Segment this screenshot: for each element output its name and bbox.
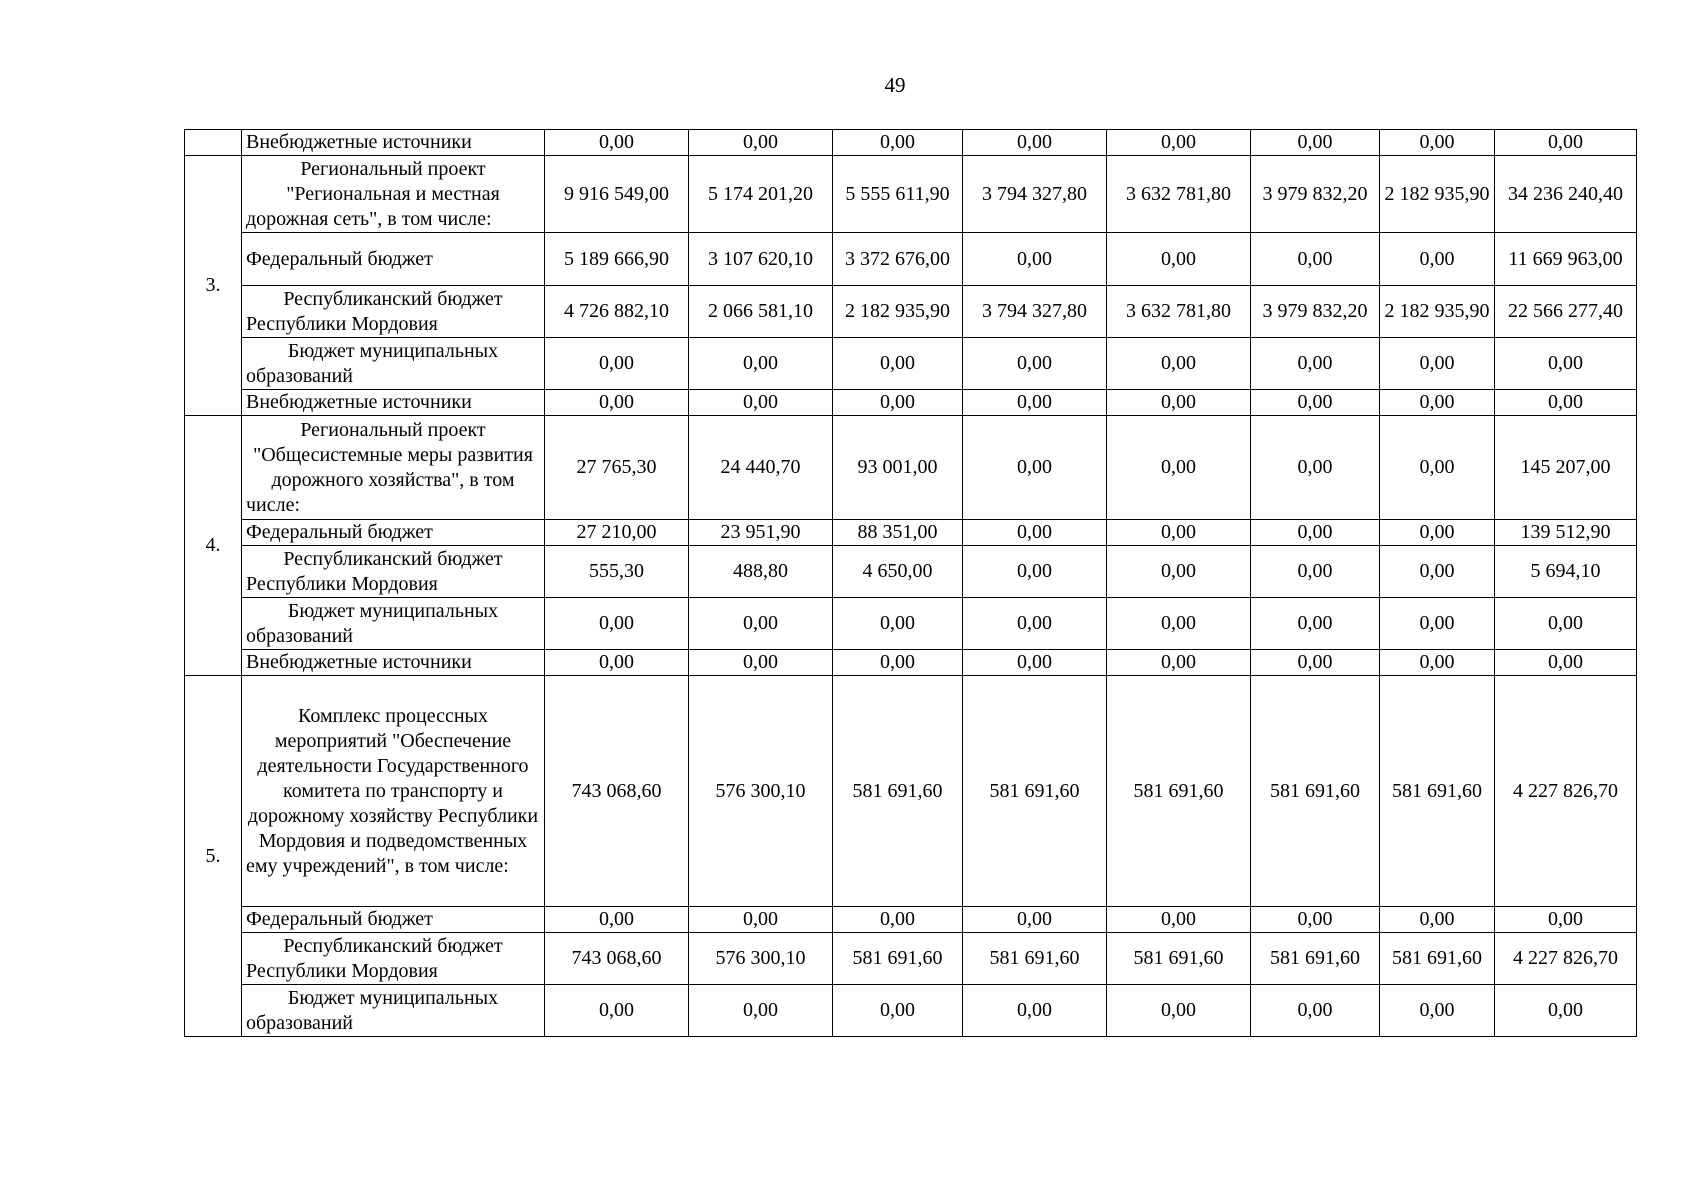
value-cell: 743 068,60: [545, 676, 689, 907]
table-row: [185, 286, 1637, 338]
value-cell: 0,00: [545, 907, 689, 933]
value-cell: 0,00: [689, 985, 833, 1037]
value-cell: 11 669 963,00: [1495, 233, 1637, 286]
value-cell: 0,00: [963, 416, 1107, 520]
value-cell: 0,00: [545, 338, 689, 390]
row-name-cell: Комплекс процессных мероприятий "Обеспечение деятельности Государственного комитета по транспорту и дорожному хозяйству Республики Мордовия и подведомственных ему учреждений", в том числе:: [242, 676, 545, 907]
value-cell: 0,00: [689, 338, 833, 390]
table-row: [185, 130, 1637, 156]
table-row: [185, 907, 1637, 933]
value-cell: 0,00: [1251, 130, 1380, 156]
table-row: [185, 650, 1637, 676]
row-number-cell: 4.: [185, 416, 242, 676]
value-cell: 0,00: [963, 520, 1107, 546]
value-cell: 4 227 826,70: [1495, 676, 1637, 907]
value-cell: 0,00: [833, 985, 963, 1037]
value-cell: 27 765,30: [545, 416, 689, 520]
value-cell: 0,00: [1107, 650, 1251, 676]
value-cell: 0,00: [963, 338, 1107, 390]
value-cell: 3 979 832,20: [1251, 156, 1380, 233]
value-cell: 0,00: [1380, 985, 1495, 1037]
value-cell: 0,00: [1251, 598, 1380, 650]
row-name-cell: Бюджет муниципальных образований: [242, 338, 545, 390]
value-cell: 0,00: [1107, 985, 1251, 1037]
value-cell: 5 174 201,20: [689, 156, 833, 233]
value-cell: 0,00: [1107, 416, 1251, 520]
value-cell: 34 236 240,40: [1495, 156, 1637, 233]
row-name-cell: Внебюджетные источники: [242, 390, 545, 416]
budget-table: [184, 129, 1637, 1037]
value-cell: 581 691,60: [1107, 933, 1251, 985]
value-cell: 0,00: [1251, 233, 1380, 286]
value-cell: 0,00: [963, 546, 1107, 598]
value-cell: 0,00: [1251, 338, 1380, 390]
table-row: [185, 338, 1637, 390]
value-cell: 581 691,60: [1251, 676, 1380, 907]
value-cell: 581 691,60: [1107, 676, 1251, 907]
value-cell: 0,00: [1495, 598, 1637, 650]
value-cell: 0,00: [833, 907, 963, 933]
value-cell: 93 001,00: [833, 416, 963, 520]
value-cell: 27 210,00: [545, 520, 689, 546]
table-row: [185, 156, 1637, 233]
value-cell: 3 632 781,80: [1107, 156, 1251, 233]
row-name-cell: Внебюджетные источники: [242, 650, 545, 676]
value-cell: 88 351,00: [833, 520, 963, 546]
value-cell: 555,30: [545, 546, 689, 598]
value-cell: 5 555 611,90: [833, 156, 963, 233]
value-cell: 743 068,60: [545, 933, 689, 985]
row-name-cell: Региональный проект "Региональная и местная дорожная сеть", в том числе:: [242, 156, 545, 233]
value-cell: 581 691,60: [1380, 933, 1495, 985]
value-cell: 0,00: [1251, 650, 1380, 676]
value-cell: 581 691,60: [833, 933, 963, 985]
value-cell: 139 512,90: [1495, 520, 1637, 546]
value-cell: 3 372 676,00: [833, 233, 963, 286]
value-cell: 0,00: [545, 650, 689, 676]
value-cell: 0,00: [545, 130, 689, 156]
value-cell: 2 182 935,90: [1380, 286, 1495, 338]
value-cell: 576 300,10: [689, 933, 833, 985]
value-cell: 0,00: [1107, 233, 1251, 286]
row-name-cell: Федеральный бюджет: [242, 520, 545, 546]
value-cell: 0,00: [689, 907, 833, 933]
value-cell: 3 794 327,80: [963, 156, 1107, 233]
value-cell: 581 691,60: [963, 676, 1107, 907]
row-name-cell: Бюджет муниципальных образований: [242, 985, 545, 1037]
value-cell: 5 694,10: [1495, 546, 1637, 598]
table-body: [185, 130, 1637, 1037]
value-cell: 145 207,00: [1495, 416, 1637, 520]
value-cell: 24 440,70: [689, 416, 833, 520]
row-name-cell: Федеральный бюджет: [242, 907, 545, 933]
value-cell: 0,00: [1495, 985, 1637, 1037]
table-row: [185, 520, 1637, 546]
value-cell: 9 916 549,00: [545, 156, 689, 233]
value-cell: 3 979 832,20: [1251, 286, 1380, 338]
value-cell: 0,00: [963, 233, 1107, 286]
value-cell: 0,00: [833, 130, 963, 156]
value-cell: 488,80: [689, 546, 833, 598]
value-cell: 0,00: [1380, 338, 1495, 390]
table-row: [185, 598, 1637, 650]
value-cell: 0,00: [1380, 390, 1495, 416]
value-cell: 0,00: [1107, 520, 1251, 546]
value-cell: 0,00: [1107, 546, 1251, 598]
value-cell: 0,00: [1495, 338, 1637, 390]
value-cell: 0,00: [1380, 546, 1495, 598]
value-cell: 0,00: [1380, 650, 1495, 676]
value-cell: 0,00: [545, 390, 689, 416]
row-number-cell: [185, 130, 242, 156]
value-cell: 0,00: [1380, 233, 1495, 286]
value-cell: 0,00: [1251, 907, 1380, 933]
value-cell: 0,00: [689, 390, 833, 416]
row-number-cell: 5.: [185, 676, 242, 1037]
value-cell: 581 691,60: [963, 933, 1107, 985]
value-cell: 0,00: [1251, 520, 1380, 546]
row-name-cell: Республиканский бюджет Республики Мордовия: [242, 546, 545, 598]
row-name-cell: Республиканский бюджет Республики Мордовия: [242, 933, 545, 985]
value-cell: 0,00: [1251, 390, 1380, 416]
value-cell: 0,00: [689, 650, 833, 676]
value-cell: 0,00: [545, 985, 689, 1037]
value-cell: 3 107 620,10: [689, 233, 833, 286]
value-cell: 4 650,00: [833, 546, 963, 598]
value-cell: 3 794 327,80: [963, 286, 1107, 338]
value-cell: 23 951,90: [689, 520, 833, 546]
value-cell: 0,00: [963, 650, 1107, 676]
value-cell: 4 227 826,70: [1495, 933, 1637, 985]
value-cell: 22 566 277,40: [1495, 286, 1637, 338]
value-cell: 0,00: [1495, 390, 1637, 416]
table-row: [185, 933, 1637, 985]
value-cell: 3 632 781,80: [1107, 286, 1251, 338]
value-cell: 0,00: [1107, 598, 1251, 650]
table-row: [185, 233, 1637, 286]
value-cell: 0,00: [1380, 416, 1495, 520]
value-cell: 2 066 581,10: [689, 286, 833, 338]
value-cell: 0,00: [833, 598, 963, 650]
value-cell: 0,00: [1495, 907, 1637, 933]
value-cell: 0,00: [1380, 907, 1495, 933]
value-cell: 0,00: [833, 650, 963, 676]
value-cell: 0,00: [1107, 130, 1251, 156]
value-cell: 4 726 882,10: [545, 286, 689, 338]
value-cell: 0,00: [1380, 130, 1495, 156]
value-cell: 581 691,60: [833, 676, 963, 907]
value-cell: 0,00: [1107, 907, 1251, 933]
row-name-cell: Внебюджетные источники: [242, 130, 545, 156]
value-cell: 581 691,60: [1380, 676, 1495, 907]
value-cell: 0,00: [1380, 520, 1495, 546]
value-cell: 0,00: [689, 598, 833, 650]
page-number: 49: [884, 73, 906, 97]
row-name-cell: Республиканский бюджет Республики Мордовия: [242, 286, 545, 338]
value-cell: 0,00: [1495, 650, 1637, 676]
value-cell: 0,00: [1495, 130, 1637, 156]
table-row: [185, 985, 1637, 1037]
value-cell: 0,00: [963, 598, 1107, 650]
value-cell: 2 182 935,90: [833, 286, 963, 338]
table-row: [185, 416, 1637, 520]
value-cell: 0,00: [1107, 390, 1251, 416]
row-number-cell: 3.: [185, 156, 242, 416]
value-cell: 0,00: [833, 338, 963, 390]
value-cell: 0,00: [689, 130, 833, 156]
row-name-cell: Федеральный бюджет: [242, 233, 545, 286]
value-cell: 0,00: [963, 907, 1107, 933]
value-cell: 0,00: [1380, 598, 1495, 650]
value-cell: 2 182 935,90: [1380, 156, 1495, 233]
value-cell: 0,00: [1251, 546, 1380, 598]
table-row: [185, 390, 1637, 416]
value-cell: 0,00: [833, 390, 963, 416]
value-cell: 0,00: [963, 985, 1107, 1037]
row-name-cell: Бюджет муниципальных образований: [242, 598, 545, 650]
value-cell: 576 300,10: [689, 676, 833, 907]
value-cell: 0,00: [1251, 416, 1380, 520]
value-cell: 581 691,60: [1251, 933, 1380, 985]
table-row: [185, 676, 1637, 907]
table-row: [185, 546, 1637, 598]
value-cell: 0,00: [1107, 338, 1251, 390]
value-cell: 0,00: [963, 130, 1107, 156]
value-cell: 5 189 666,90: [545, 233, 689, 286]
value-cell: 0,00: [1251, 985, 1380, 1037]
row-name-cell: Региональный проект "Общесистемные меры развития дорожного хозяйства", в том числе:: [242, 416, 545, 520]
value-cell: 0,00: [963, 390, 1107, 416]
value-cell: 0,00: [545, 598, 689, 650]
